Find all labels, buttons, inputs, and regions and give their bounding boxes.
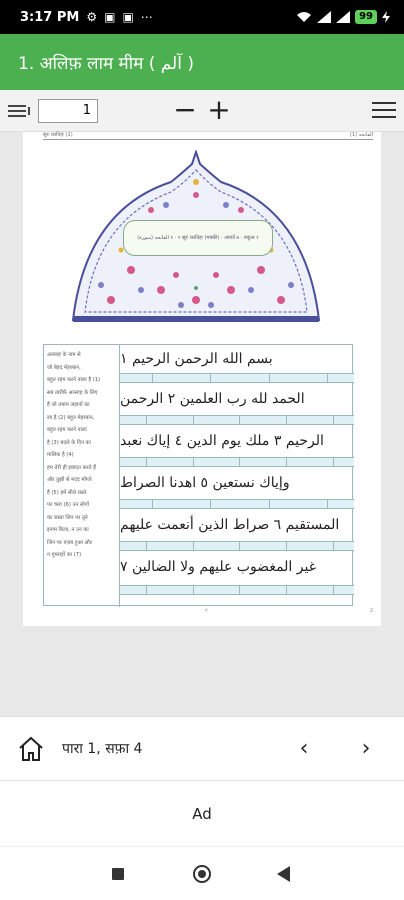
- arabic-verse-line: بسم الله الرحمن الرحيم ١: [120, 351, 273, 367]
- translation-line: इनाम किया, न उन का: [47, 527, 89, 533]
- arabic-text-area: [120, 345, 354, 607]
- arabic-verse-line: غير المغضوب عليهم ولا الضالين ٧: [120, 559, 317, 575]
- ad-banner[interactable]: [0, 780, 404, 846]
- page-number-input[interactable]: [38, 99, 98, 123]
- more-notifications-icon: ⋯: [140, 10, 153, 24]
- arabic-verse-line: الحمد لله رب العلمين ٢ الرحمن: [120, 391, 305, 407]
- arabic-verse-line: الرحيم ٣ ملك يوم الدين ٤ إياك نعبد: [120, 433, 324, 449]
- quran-text-table: [43, 344, 353, 606]
- translation-line: सब तारीफ़ें अल्लाह के लिए: [47, 389, 98, 396]
- word-gloss-row: [120, 499, 354, 509]
- word-gloss-row: [120, 415, 354, 425]
- reader-toolbar: [0, 90, 404, 132]
- surah-title-cartouche: (سورة) الفاتحة १ · १ सूरः फ़ातिहः (मक्की) · आयतें ७ · रुकूअ १: [123, 220, 273, 256]
- word-gloss-row: [120, 585, 354, 595]
- battery-indicator: 99: [355, 10, 377, 24]
- translation-line: रब है (2) बहुत मेहरबान,: [47, 414, 95, 421]
- word-gloss-row: [120, 457, 354, 467]
- page-footer: [43, 608, 373, 614]
- word-gloss-row: [120, 373, 354, 383]
- bottom-navigation: [0, 716, 404, 780]
- ornamental-dome: [71, 150, 321, 326]
- clock: 3:17 PM: [20, 9, 80, 25]
- page-header-right: الفاتحة (1): [350, 132, 373, 138]
- previous-page-button[interactable]: ‹: [299, 736, 309, 761]
- translation-line: पर चला (6) उन लोगों: [47, 502, 90, 508]
- arabic-verse-line: المستقيم ٦ صراط الذين أنعمت عليهم: [120, 517, 340, 533]
- recents-icon[interactable]: [112, 868, 124, 880]
- translation-line: अल्लाह के नाम से: [47, 352, 81, 358]
- home-system-icon[interactable]: [193, 865, 211, 883]
- wifi-icon: [296, 11, 312, 23]
- app-bar: [0, 34, 404, 90]
- menu-icon[interactable]: [372, 101, 396, 119]
- zoom-in-button[interactable]: +: [207, 93, 231, 126]
- chapter-title: 1. अलिफ़ लाम मीम ( آلم ): [18, 53, 194, 74]
- hindi-translation: [44, 345, 120, 607]
- word-gloss-row: [120, 541, 354, 551]
- signal-icon: [317, 11, 331, 23]
- translation-line: हैं (5) हमें सीधे रास्ते: [47, 489, 87, 496]
- translation-line: मालिक है (4): [47, 452, 74, 458]
- back-icon[interactable]: [277, 866, 290, 882]
- translation-line: जो बेहद मेहरबान,: [47, 364, 81, 371]
- outline-list-icon[interactable]: [8, 103, 32, 119]
- para-page-label: पारा 1, सफ़ा 4: [62, 741, 143, 757]
- page-footer-center: ٢: [205, 608, 208, 614]
- translation-line: हैं जो तमाम जहानों का: [47, 402, 90, 408]
- arabic-verse-line: وإياك نستعين ٥ اهدنا الصراط: [120, 475, 290, 491]
- translation-line: बहुत रहम करने वाला है (1): [47, 377, 101, 383]
- message-notification-icon: ▣: [104, 10, 116, 24]
- next-page-button[interactable]: ›: [361, 736, 371, 761]
- zoom-out-button[interactable]: −: [173, 93, 197, 126]
- translation-line: जिन पर ग़ज़ब हुआ और: [47, 539, 92, 546]
- translation-line: हम तेरी ही इबादत करते हैं: [47, 464, 97, 471]
- status-bar: [0, 0, 404, 34]
- page-footer-right: 2: [369, 608, 373, 614]
- system-navigation-bar: [0, 846, 404, 900]
- settings-notification-icon: ⚙: [86, 10, 98, 24]
- page-header: [43, 132, 373, 140]
- translation-line: बहुत रहम करने वाला: [47, 427, 87, 433]
- ad-label: Ad: [192, 804, 212, 823]
- signal-icon-2: [336, 11, 350, 23]
- translation-line: न गुमराहों का (7): [47, 552, 82, 558]
- document-page[interactable]: [23, 132, 381, 626]
- page-header-left: सूरः फ़ातिहः (1): [43, 132, 73, 138]
- translation-line: और तुझी से मदद माँगते: [47, 477, 92, 483]
- message-notification-icon-2: ▣: [122, 10, 134, 24]
- translation-line: है (3) बदले के दिन का: [47, 439, 91, 446]
- charging-icon: [382, 11, 390, 23]
- home-icon[interactable]: [16, 735, 46, 763]
- translation-line: का रास्ता जिन पर तूने: [47, 514, 88, 521]
